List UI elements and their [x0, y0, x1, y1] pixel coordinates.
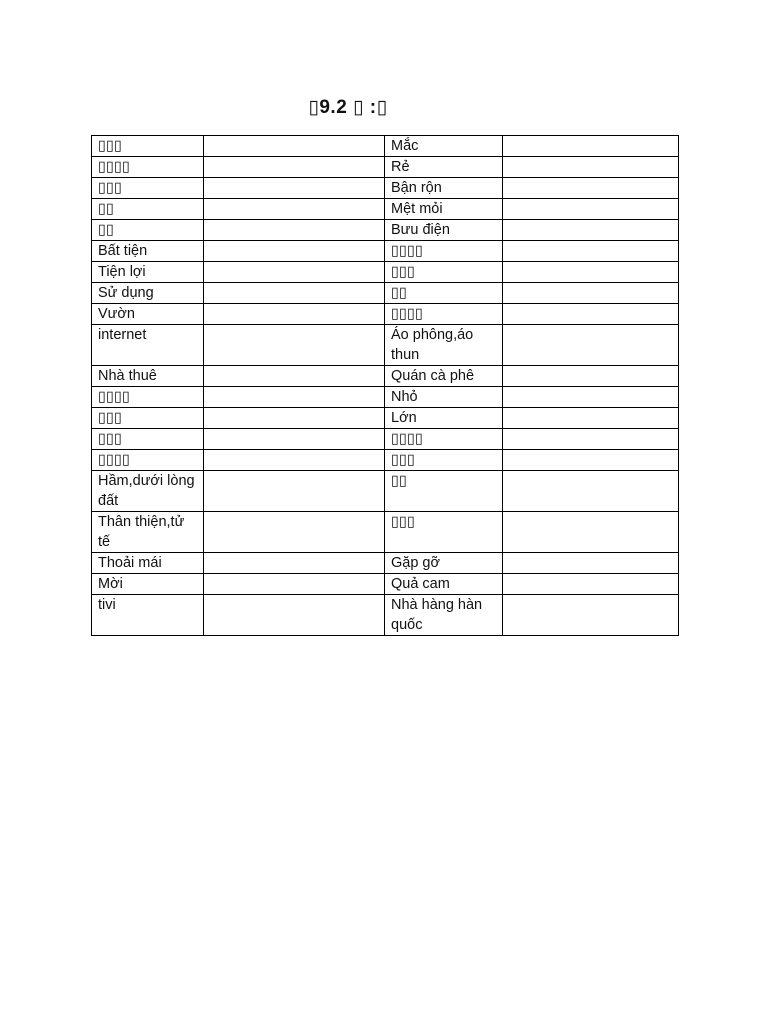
right-term-cell: ▯▯ — [385, 283, 503, 304]
left-term-cell: tivi — [92, 595, 204, 636]
left-answer-cell[interactable] — [204, 450, 385, 471]
right-term-cell: Rẻ — [385, 157, 503, 178]
left-term-cell: ▯▯▯ — [92, 178, 204, 199]
right-answer-cell[interactable] — [503, 220, 679, 241]
left-term-cell: ▯▯▯▯ — [92, 450, 204, 471]
left-answer-cell[interactable] — [204, 595, 385, 636]
right-answer-cell[interactable] — [503, 366, 679, 387]
right-term-cell: Nhà hàng hàn quốc — [385, 595, 503, 636]
left-term-cell: ▯▯▯▯ — [92, 157, 204, 178]
left-answer-cell[interactable] — [204, 366, 385, 387]
table-row — [92, 471, 679, 512]
left-answer-cell[interactable] — [204, 553, 385, 574]
right-term-cell: ▯▯▯ — [385, 450, 503, 471]
right-answer-cell[interactable] — [503, 136, 679, 157]
right-term-cell: Mệt mỏi — [385, 199, 503, 220]
right-term-cell: Quán cà phê — [385, 366, 503, 387]
left-term-cell: internet — [92, 325, 204, 366]
right-term-cell: Áo phông,áo thun — [385, 325, 503, 366]
table-row — [92, 241, 679, 262]
left-term-cell: Thoải mái — [92, 553, 204, 574]
table-row — [92, 387, 679, 408]
left-term-cell: ▯▯ — [92, 220, 204, 241]
table-row — [92, 595, 679, 636]
right-answer-cell[interactable] — [503, 471, 679, 512]
right-term-cell: Bận rộn — [385, 178, 503, 199]
vocabulary-table-body — [92, 136, 679, 636]
right-answer-cell[interactable] — [503, 450, 679, 471]
left-term-cell: Thân thiện,tử tế — [92, 512, 204, 553]
left-term-cell: Hầm,dưới lòng đất — [92, 471, 204, 512]
left-term-cell: ▯▯▯ — [92, 136, 204, 157]
right-term-cell: ▯▯▯ — [385, 262, 503, 283]
right-answer-cell[interactable] — [503, 512, 679, 553]
left-answer-cell[interactable] — [204, 262, 385, 283]
right-answer-cell[interactable] — [503, 553, 679, 574]
left-answer-cell[interactable] — [204, 387, 385, 408]
table-row — [92, 553, 679, 574]
table-row — [92, 199, 679, 220]
table-row — [92, 325, 679, 366]
right-answer-cell[interactable] — [503, 262, 679, 283]
right-term-cell: Quả cam — [385, 574, 503, 595]
table-row — [92, 304, 679, 325]
right-answer-cell[interactable] — [503, 241, 679, 262]
right-answer-cell[interactable] — [503, 157, 679, 178]
table-row — [92, 366, 679, 387]
right-answer-cell[interactable] — [503, 199, 679, 220]
right-term-cell: Nhỏ — [385, 387, 503, 408]
left-answer-cell[interactable] — [204, 283, 385, 304]
left-term-cell: ▯▯▯ — [92, 429, 204, 450]
right-answer-cell[interactable] — [503, 408, 679, 429]
right-answer-cell[interactable] — [503, 283, 679, 304]
table-row — [92, 178, 679, 199]
left-answer-cell[interactable] — [204, 136, 385, 157]
left-term-cell: Sử dụng — [92, 283, 204, 304]
table-row — [92, 262, 679, 283]
right-answer-cell[interactable] — [503, 178, 679, 199]
right-answer-cell[interactable] — [503, 574, 679, 595]
left-answer-cell[interactable] — [204, 220, 385, 241]
page-title: ▯9.2 ▯ :▯ — [308, 97, 388, 118]
left-answer-cell[interactable] — [204, 304, 385, 325]
right-term-cell: Gặp gỡ — [385, 553, 503, 574]
left-answer-cell[interactable] — [204, 241, 385, 262]
table-row — [92, 429, 679, 450]
right-term-cell: ▯▯▯▯ — [385, 241, 503, 262]
left-answer-cell[interactable] — [204, 408, 385, 429]
left-answer-cell[interactable] — [204, 199, 385, 220]
left-term-cell: Nhà thuê — [92, 366, 204, 387]
right-term-cell: Bưu điện — [385, 220, 503, 241]
left-term-cell: ▯▯▯▯ — [92, 387, 204, 408]
table-row — [92, 136, 679, 157]
table-row — [92, 220, 679, 241]
left-answer-cell[interactable] — [204, 471, 385, 512]
table-row — [92, 408, 679, 429]
right-answer-cell[interactable] — [503, 325, 679, 366]
right-answer-cell[interactable] — [503, 387, 679, 408]
left-term-cell: Tiện lợi — [92, 262, 204, 283]
right-term-cell: ▯▯▯ — [385, 512, 503, 553]
right-term-cell: ▯▯ — [385, 471, 503, 512]
table-row — [92, 283, 679, 304]
left-term-cell: Bất tiện — [92, 241, 204, 262]
right-term-cell: Lớn — [385, 408, 503, 429]
left-answer-cell[interactable] — [204, 429, 385, 450]
table-row — [92, 157, 679, 178]
left-answer-cell[interactable] — [204, 574, 385, 595]
right-answer-cell[interactable] — [503, 304, 679, 325]
left-answer-cell[interactable] — [204, 178, 385, 199]
table-row — [92, 512, 679, 553]
vocabulary-table — [91, 135, 679, 636]
left-answer-cell[interactable] — [204, 512, 385, 553]
left-term-cell: Mời — [92, 574, 204, 595]
right-answer-cell[interactable] — [503, 595, 679, 636]
left-term-cell: ▯▯ — [92, 199, 204, 220]
left-term-cell: ▯▯▯ — [92, 408, 204, 429]
left-answer-cell[interactable] — [204, 325, 385, 366]
table-row — [92, 574, 679, 595]
table-row — [92, 450, 679, 471]
right-term-cell: ▯▯▯▯ — [385, 429, 503, 450]
left-term-cell: Vườn — [92, 304, 204, 325]
right-term-cell: Mắc — [385, 136, 503, 157]
left-answer-cell[interactable] — [204, 157, 385, 178]
right-term-cell: ▯▯▯▯ — [385, 304, 503, 325]
right-answer-cell[interactable] — [503, 429, 679, 450]
